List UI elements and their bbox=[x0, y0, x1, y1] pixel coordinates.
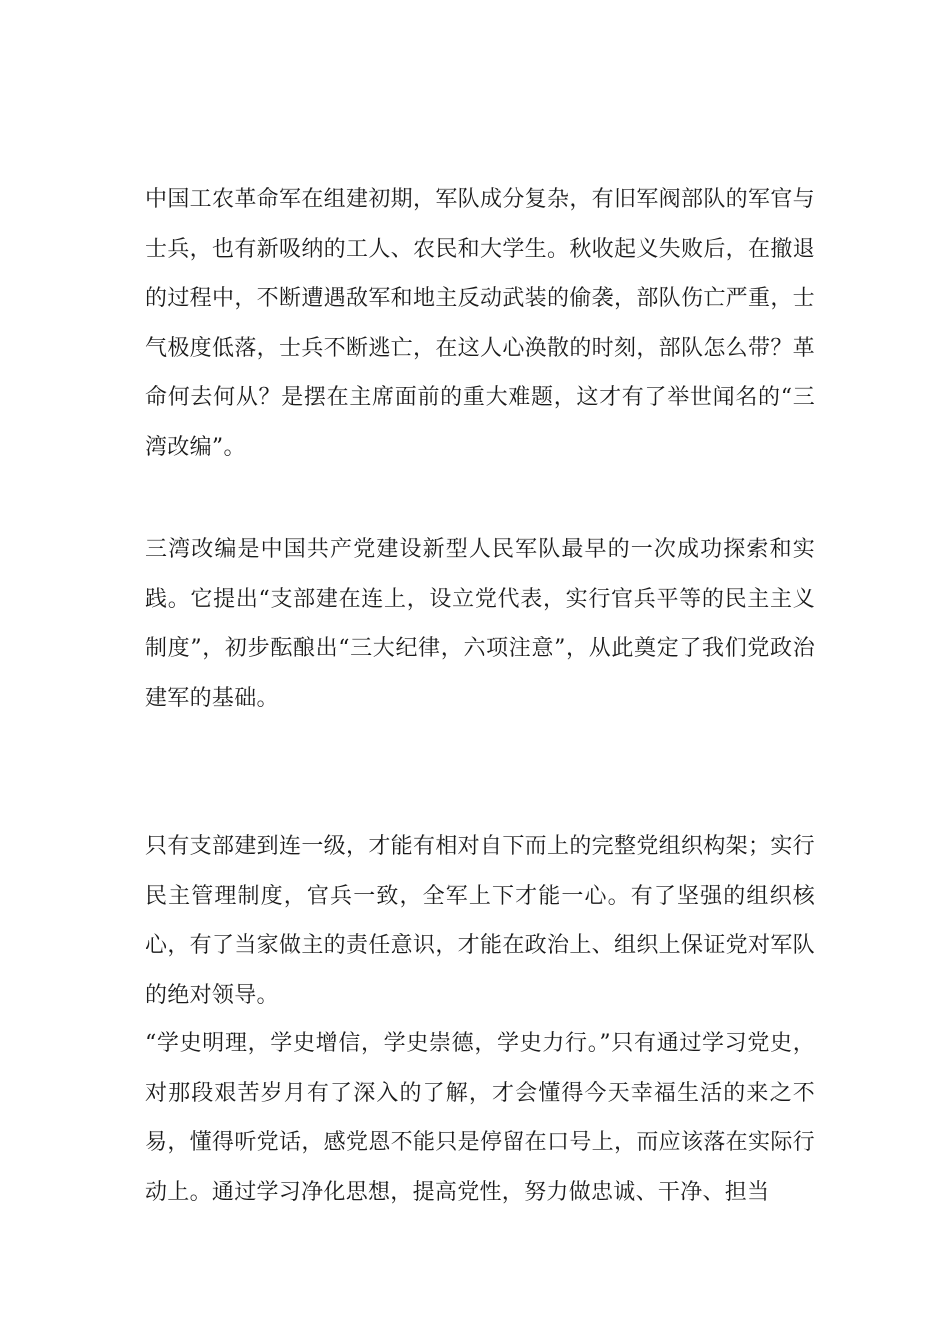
paragraph-study-history: “学史明理，学史增信，学史崇德，学史力行。”只有通过学习党史，对那段艰苦岁月有了深入的了解，才会懂得今天幸福生活的来之不易，懂得听党话，感党恩不能只是停留在口号上，而应该落在实际行动上。通过学习净化思想，提高党性，努力做忠诚、干净、担当 bbox=[145, 1031, 815, 1205]
paragraph-sanwan-background: 中国工农革命军在组建初期，军队成分复杂，有旧军阀部队的军官与士兵，也有新吸纳的工人、农民和大学生。秋收起义失败后，在撤退的过程中，不断遭遇敌军和地主反动武装的偷袭，部队伤亡严重，士气极度低落，士兵不断逃亡，在这人心涣散的时刻，部队怎么带？革命何去何从？是摆在主席面前的重大难题，这才有了举世闻名的“三湾改编”。 bbox=[145, 187, 815, 460]
paragraph-sanwan-significance: 三湾改编是中国共产党建设新型人民军队最早的一次成功探索和实践。它提出“支部建在连上，设立党代表，实行官兵平等的民主主义制度”，初步酝酿出“三大纪律，六项注意”，从此奠定了我们党政治建军的基础。 bbox=[145, 537, 815, 711]
paragraph-party-branch: 只有支部建到连一级，才能有相对自下而上的完整党组织构架；实行民主管理制度，官兵一致，全军上下才能一心。有了坚强的组织核心，有了当家做主的责任意识，才能在政治上、组织上保证党对军队的绝对领导。 bbox=[145, 834, 815, 1008]
